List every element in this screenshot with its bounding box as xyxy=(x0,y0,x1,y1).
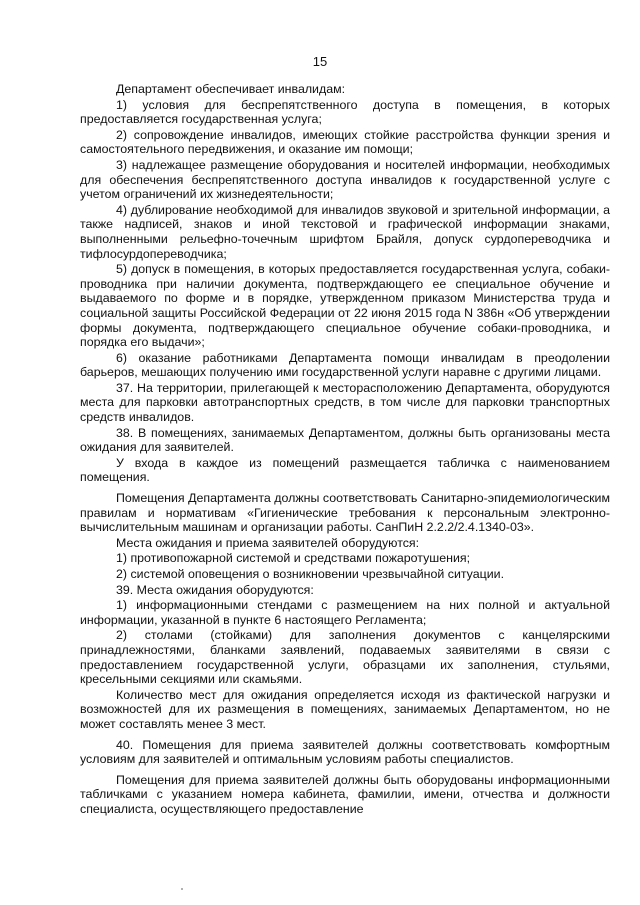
paragraph-equipment-intro: Места ожидания и приема заявителей оборудуются: xyxy=(116,535,420,550)
paragraph-item-3: 3) надлежащее размещение оборудования и носителей информации, необходимых для обеспечения беспрепятственного доступа инвалидов к государственной услуге с учетом ограничений их жизнедеятельности; xyxy=(80,157,610,202)
paragraph-fire-system: 1) противопожарной системой и средствами пожаротушения; xyxy=(116,551,471,566)
paragraph-item-1: 1) условия для беспрепятственного доступа в помещения, в которых предоставляется государственная услуга; xyxy=(80,97,610,127)
document-body xyxy=(80,82,610,817)
paragraph-item-6: 6) оказание работниками Департамента помощи инвалидам в преодолении барьеров, мешающих получению ими государственной услуги наравне с другими лицами. xyxy=(80,350,610,380)
paragraph-section-39: 39. Места ожидания оборудуются: xyxy=(116,582,314,597)
paragraph-item-5: 5) допуск в помещения, в которых предоставляется государственная услуга, собаки-проводника при наличии документа, подтверждающего ее специальное обучение и выдаваемого по форме и в порядке, утвержденном приказом Министерства труда и социальной защиты Российской Федерации от 22 июня 2015 года N 386н «Об утверждении формы документа, подтверждающего специальное обучение собаки-проводника, и порядка его выдачи»; xyxy=(80,262,610,350)
paragraph-alert-system: 2) системой оповещения о возникновении чрезвычайной ситуации. xyxy=(116,567,505,581)
paragraph-section-38: 38. В помещениях, занимаемых Департаментом, должны быть организованы места ожидания для заявителей. xyxy=(80,425,610,455)
paragraph-section-37: 37. На территории, прилегающей к месторасположению Департамента, оборудуются места для парковки автотранспортных средств, в том числе для парковки транспортных средств инвалидов. xyxy=(80,380,610,425)
paragraph-item-2: 2) сопровождение инвалидов, имеющих стойкие расстройства функции зрения и самостоятельного передвижения, и оказание им помощи; xyxy=(80,127,610,157)
paragraph-signage: У входа в каждое из помещений размещается табличка с наименованием помещения. xyxy=(80,455,610,485)
paragraph-item-4: 4) дублирование необходимой для инвалидов звуковой и зрительной информации, а также надписей, знаков и иной текстовой и графической информации знаками, выполненными рельефно-точечным шрифтом Брайля, допуск сурдопереводчика и тифлосурдопереводчика; xyxy=(80,202,610,261)
scan-mark xyxy=(181,888,183,890)
paragraph-sanpin: Помещения Департамента должны соответствовать Санитарно-эпидемиологическим правилам и нормативам «Гигиенические требования к персональным электронно-вычислительным машинам и организации работы. СанПиН 2.2.2/2.4.1340-03». xyxy=(80,491,610,535)
paragraph-info-stands: 1) информационными стендами с размещением на них полной и актуальной информации, указанной в пункте 6 настоящего Регламента; xyxy=(80,598,610,627)
paragraph-room-signs: Помещения для приема заявителей должны быть оборудованы информационными табличками с указанием номера кабинета, фамилии, имени, отчества и должности специалиста, осуществляющего предоставление xyxy=(80,772,610,816)
page-number: 15 xyxy=(312,54,328,69)
paragraph-section-40: 40. Помещения для приема заявителей должны соответствовать комфортным условиям для заявителей и оптимальным условиям работы специалистов. xyxy=(80,737,610,767)
paragraph-desks: 2) столами (стойками) для заполнения документов с канцелярскими принадлежностями, бланками заявлений, подаваемых заявителями в связи с предоставлением государственной услуги, образцами их заполнения, стульями, кресельными секциями или скамьями. xyxy=(80,628,610,687)
paragraph-intro: Департамент обеспечивает инвалидам: xyxy=(116,82,346,96)
paragraph-seat-count: Количество мест для ожидания определяется исходя из фактической нагрузки и возможностей для их размещения в помещениях, занимаемых Департаментом, но не может составлять менее 3 мест. xyxy=(80,687,610,731)
